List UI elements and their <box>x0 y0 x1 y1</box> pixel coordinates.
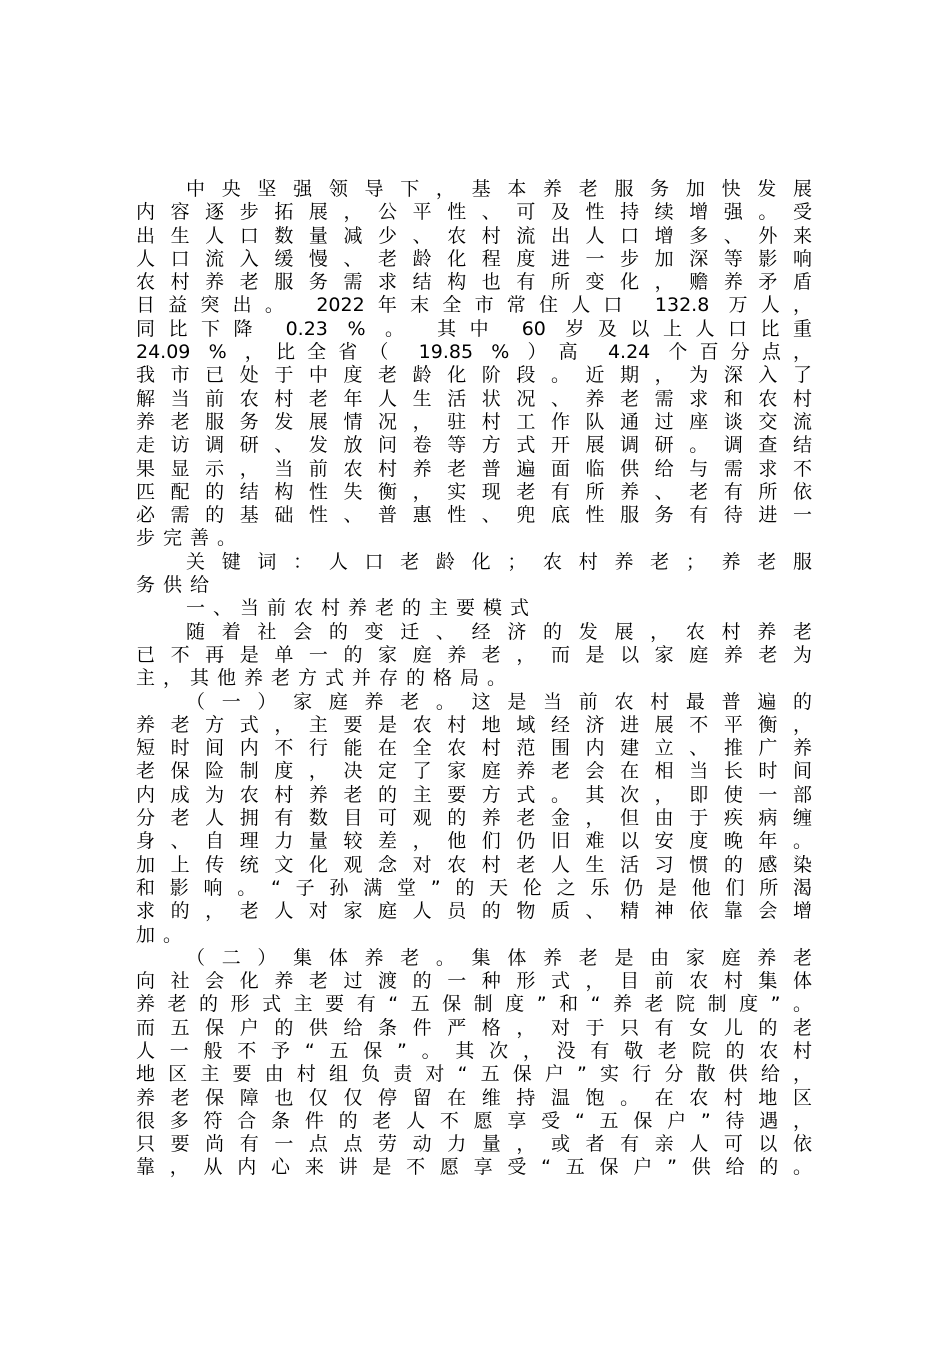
text-line: 内容逐步拓展，公平性、可及性持续增强。受 <box>136 201 812 224</box>
text-line: 我市已处于中度老龄化阶段。近期，为深入了 <box>136 364 812 387</box>
text-line: 关键词：人口老龄化；农村养老；养老服 <box>186 550 812 573</box>
text-line: 身、自理力量较差，他们仍旧难以安度晚年。 <box>136 830 812 853</box>
text-line: 而五保户的供给条件严格，对于只有女儿的老 <box>136 1016 812 1039</box>
text-line: 步完善。 <box>136 527 245 550</box>
text-line: 养老服务发展情况，驻村工作队通过座谈交流 <box>136 410 812 433</box>
text-line: 走访调研、发放问卷等方式开展调研。调查结 <box>136 434 812 457</box>
text-line: 随着社会的变迁、经济的发展，农村养老 <box>186 620 812 643</box>
text-line: 短时间内不行能在全农村范围内建立、推广养 <box>136 737 812 760</box>
text-line: 主，其他养老方式并存的格局。 <box>136 667 515 690</box>
text-line: 加。 <box>136 923 191 946</box>
text-line: 分老人拥有数目可观的养老金，但由于疾病缠 <box>136 807 812 830</box>
text-line: 求的，老人对家庭人员的物质、精神依靠会增 <box>136 900 812 923</box>
text-line: 农村养老服务需求结构也有所变化，赡养矛盾 <box>136 271 812 294</box>
text-line: 解当前农村老年人生活状况、养老需求和农村 <box>136 387 812 410</box>
text-line: 务供给 <box>136 574 218 597</box>
text-line: 同比下降 0.23 % 。 其中 60 岁及以上人口比重 <box>136 317 812 340</box>
text-line: 养老方式，主要是农村地域经济进展不平衡， <box>136 713 812 736</box>
text-line: 养老的形式主要有“五保制度”和“养老院制度”。 <box>136 993 812 1016</box>
text-line: 老保险制度，决定了家庭养老会在相当长时间 <box>136 760 812 783</box>
text-line: 内成为农村养老的主要方式。其次，即使一部 <box>136 783 812 806</box>
text-line: 很多符合条件的老人不愿享受“五保户”待遇， <box>136 1109 812 1132</box>
text-line: 中央坚强领导下，基本养老服务加快发展 <box>186 178 812 200</box>
text-line: 向社会化养老过渡的一种形式，目前农村集体 <box>136 970 812 993</box>
text-line: 加上传统文化观念对农村老人生活习惯的感染 <box>136 853 812 876</box>
text-line: 人一般不予“五保”。其次，没有敬老院的农村 <box>136 1039 812 1062</box>
text-line: 靠，从内心来讲是不愿享受“五保户”供给的。 <box>136 1156 812 1179</box>
text-line: 出生人口数量减少、农村流出人口增多、外来 <box>136 224 812 247</box>
text-line: 匹配的结构性失衡，实现老有所养、老有所依 <box>136 480 812 503</box>
text-line: 养老保障也仅仅停留在维持温饱。在农村地区 <box>136 1086 812 1109</box>
text-line: 只要尚有一点点劳动力量，或者有亲人可以依 <box>136 1133 812 1156</box>
text-line: 日益突出。 2022年末全市常住人口 132.8 万人， <box>136 294 812 317</box>
text-line: 人口流入缓慢、老龄化程度进一步加深等影响 <box>136 247 812 270</box>
text-line: 果显示，当前农村养老普遍面临供给与需求不 <box>136 457 812 480</box>
text-line: 已不再是单一的家庭养老，而是以家庭养老为 <box>136 643 812 666</box>
text-line: 必需的基础性、普惠性、兜底性服务有待进一 <box>136 504 812 527</box>
body-text <box>136 178 812 1180</box>
text-line: 和影响。“子孙满堂”的天伦之乐仍是他们所渴 <box>136 876 812 899</box>
text-line: （二）集体养老。集体养老是由家庭养老 <box>186 946 812 969</box>
text-line: （一）家庭养老。这是当前农村最普遍的 <box>186 690 812 713</box>
text-line: 24.09 % ，比全省（ 19.85 % ）高 4.24 个百分点， <box>136 341 812 364</box>
text-line: 地区主要由村组负责对“五保户”实行分散供给， <box>136 1063 812 1086</box>
text-line: 一、当前农村养老的主要模式 <box>186 597 538 620</box>
